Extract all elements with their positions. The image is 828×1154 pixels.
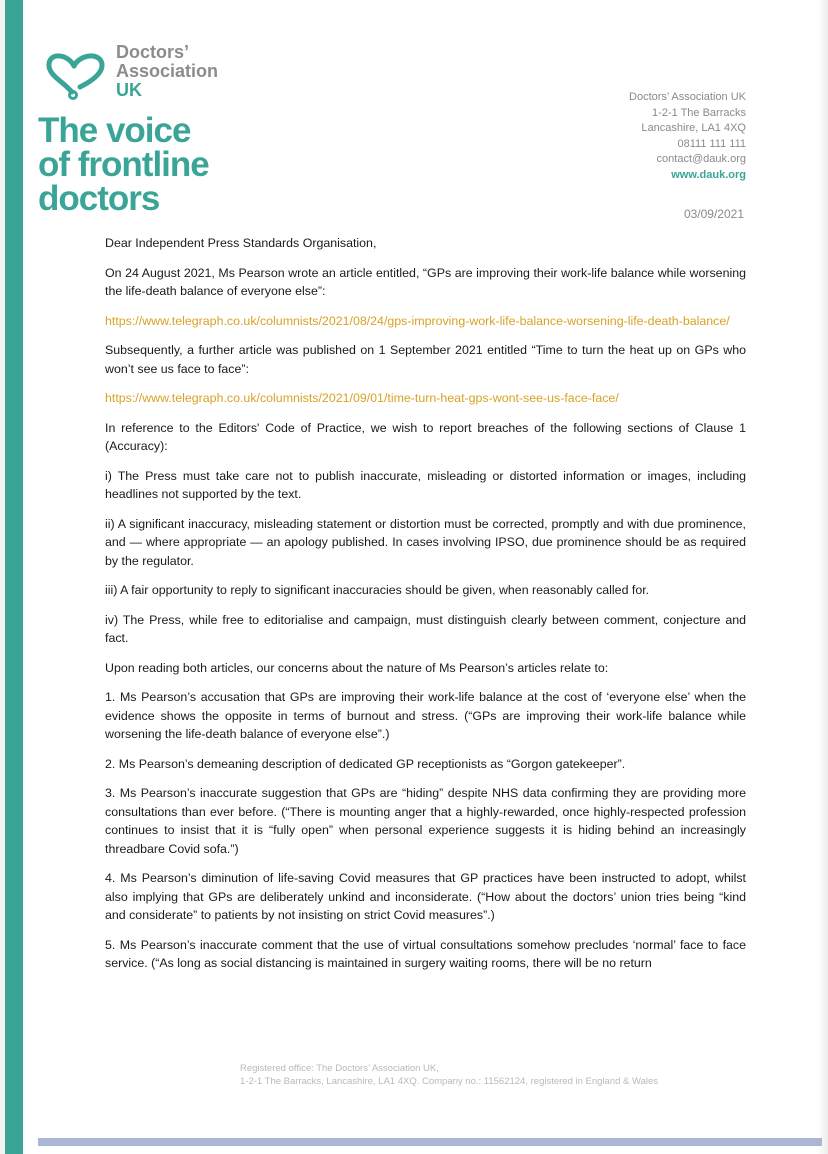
- address-street: 1-2-1 The Barracks: [652, 106, 746, 119]
- concern-5: 5. Ms Pearson’s inaccurate comment that the use of virtual consultations somehow precludes ‘normal’ face to face service. (“As long as social distancing is maintained in surgery waiting rooms, there will be no return: [105, 937, 746, 970]
- concern-3: 3. Ms Pearson’s inaccurate suggestion that GPs are “hiding” despite NHS data confirming they are providing more consultations than ever before. (“There is mounting anger that a highly-rewarded, once highly-respected profession continues to insist that it is “fully open” when personal experience suggests it is hiding behind an increasingly threadbare Covid sofa.”): [105, 786, 746, 856]
- paragraph-4: Upon reading both articles, our concerns about the nature of Ms Pearson’s articles relate to:: [105, 660, 609, 675]
- clause-iv: iv) The Press, while free to editorialise and campaign, must distinguish clearly between comment, conjecture and fact.: [105, 612, 746, 645]
- clause-i: i) The Press must take care not to publish inaccurate, misleading or distorted information or images, including headlines not supported by the text.: [105, 468, 746, 501]
- tagline: [38, 111, 209, 218]
- address-email[interactable]: contact@dauk.org: [656, 153, 746, 165]
- page-shadow: [818, 0, 828, 1154]
- address-org: Doctors’ Association UK: [629, 91, 746, 103]
- concern-4: 4. Ms Pearson’s diminution of life-saving Covid measures that GP practices have been instructed to adopt, whilst also implying that GPs are deliberately unkind and inconsiderate. (“How about the doctors’ union tries being “kind and considerate” to patients by not insisting on strict Covid measures”.): [105, 871, 746, 922]
- sender-address: [629, 90, 746, 183]
- letter-body: [105, 234, 746, 984]
- tagline-line-3: doctors: [38, 179, 160, 218]
- clause-ii: ii) A significant inaccuracy, misleading statement or distortion must be corrected, promptly and with due prominence, and — where appropriate — an apology published. In cases involving IPSO, due prominence should be as required by the regulator.: [105, 516, 746, 568]
- brand-side-bar: [5, 0, 23, 1154]
- footer-line-2: 1-2-1 The Barracks, Lancashire, LA1 4XQ. Company no.: 11562124, registered in England & Wales: [240, 1076, 659, 1087]
- concern-1: 1. Ms Pearson’s accusation that GPs are improving their work-life balance at the cost of ‘everyone else’ when the evidence shows the opposite in terms of burnout and stress. (“GPs are improving their work-life balance while worsening the life-death balance of everyone else”.): [105, 690, 746, 741]
- page-bottom-bar: [38, 1138, 822, 1146]
- address-city: Lancashire, LA1 4XQ: [641, 122, 746, 134]
- clause-iii: iii) A fair opportunity to reply to significant inaccuracies should be given, when reasonably called for.: [105, 583, 650, 597]
- paragraph-3: In reference to the Editors' Code of Practice, we wish to report breaches of the following sections of Clause 1 (Accuracy):: [105, 420, 746, 453]
- address-website[interactable]: www.dauk.org: [671, 168, 746, 181]
- paragraph-1: On 24 August 2021, Ms Pearson wrote an article entitled, “GPs are improving their work-life balance while worsening the life-death balance of everyone else”:: [105, 265, 746, 298]
- concern-2: 2. Ms Pearson’s demeaning description of dedicated GP receptionists as “Gorgon gatekeeper”.: [105, 756, 626, 771]
- article-link-2[interactable]: https://www.telegraph.co.uk/columnists/2021/09/01/time-turn-heat-gps-wont-see-us-face-face/: [105, 391, 619, 405]
- logo-line-2: Association: [116, 61, 219, 81]
- paragraph-2: Subsequently, a further article was published on 1 September 2021 entitled “Time to turn the heat up on GPs who won’t see us face to face”:: [105, 343, 746, 376]
- footer-line-1: Registered office: The Doctors’ Association UK,: [240, 1063, 439, 1074]
- logo-wordmark: [116, 43, 276, 100]
- logo-line-1: Doctors’: [116, 42, 190, 62]
- tagline-line-1: The voice: [38, 111, 191, 150]
- logo-line-3: UK: [116, 80, 142, 100]
- footer: [240, 1062, 658, 1088]
- stethoscope-heart-icon: [44, 40, 108, 100]
- article-link-1[interactable]: https://www.telegraph.co.uk/columnists/2021/08/24/gps-improving-work-life-balance-worsening-life-death-balance/: [105, 313, 730, 328]
- tagline-line-2: of frontline: [38, 145, 209, 184]
- letter-date: 03/09/2021: [683, 207, 744, 221]
- address-phone: 08111 111 111: [677, 137, 746, 150]
- salutation: Dear Independent Press Standards Organisation,: [105, 236, 377, 250]
